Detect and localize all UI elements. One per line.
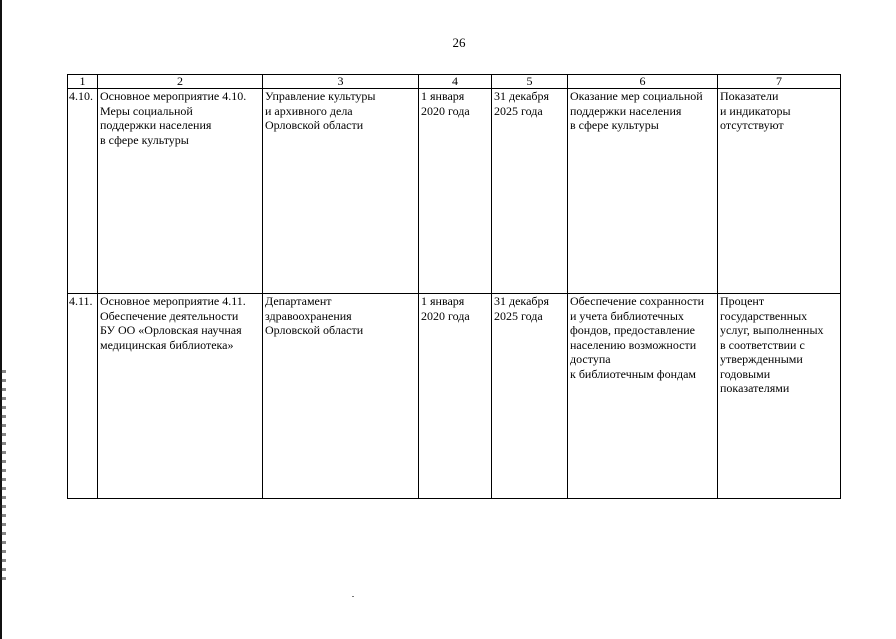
- page-number: 26: [452, 35, 466, 50]
- end-date-cell: [492, 89, 568, 294]
- result-line: Оказание мер социальной: [570, 89, 703, 103]
- column-number-cell: 7: [718, 75, 841, 89]
- measure-line: БУ ОО «Орловская научная: [100, 323, 242, 337]
- indicators-line: показателями: [720, 381, 790, 395]
- column-number-cell: 5: [492, 75, 568, 89]
- start-date-line: 2020 года: [421, 103, 470, 118]
- start-date-cell: [419, 89, 492, 294]
- indicators-line: услуг, выполненных: [720, 323, 824, 337]
- measure-line: Основное мероприятие 4.11.: [100, 294, 246, 308]
- result-cell: [568, 294, 718, 499]
- row-number-cell: 4.11.: [68, 294, 98, 499]
- column-number-cell: 1: [68, 75, 98, 89]
- end-date-line: 2025 года: [494, 308, 543, 323]
- measure-line: Основное мероприятие 4.10.: [100, 89, 247, 103]
- indicators-line: государственных: [720, 308, 808, 323]
- column-number-cell: 6: [568, 75, 718, 89]
- start-date-line: 1 января: [421, 89, 465, 103]
- measure-line: в сфере культуры: [100, 132, 189, 147]
- indicators-line: отсутствуют: [720, 118, 784, 132]
- indicators-cell: [718, 294, 841, 499]
- executor-line: Управление культуры: [265, 89, 376, 103]
- start-date-cell: [419, 294, 492, 499]
- column-number-cell: 3: [263, 75, 419, 89]
- executor-line: Департамент: [265, 294, 332, 308]
- indicators-line: утвержденными: [720, 352, 803, 366]
- scan-speck: [352, 596, 354, 597]
- indicators-line: Показатели: [720, 89, 779, 103]
- result-cell: [568, 89, 718, 294]
- end-date-cell: [492, 294, 568, 499]
- measure-line: Обеспечение деятельности: [100, 308, 239, 323]
- executor-line: Орловской области: [265, 118, 364, 132]
- end-date-line: 31 декабря: [494, 294, 550, 308]
- result-line: поддержки населения: [570, 103, 682, 118]
- table-row: [68, 294, 841, 499]
- result-line: населению возможности: [570, 337, 697, 352]
- measures-table: [67, 74, 841, 499]
- scan-margin-marks: [0, 370, 6, 580]
- executor-cell: [263, 294, 419, 499]
- indicators-line: и индикаторы: [720, 103, 791, 118]
- row-number-cell: 4.10.: [68, 89, 98, 294]
- table-row: [68, 89, 841, 294]
- result-line: и учета библиотечных: [570, 308, 684, 323]
- executor-cell: [263, 89, 419, 294]
- column-number-cell: 2: [98, 75, 263, 89]
- measure-line: поддержки населения: [100, 118, 212, 132]
- result-line: доступа: [570, 352, 611, 366]
- table-header-row: [68, 75, 841, 89]
- start-date-line: 2020 года: [421, 308, 470, 323]
- result-line: в сфере культуры: [570, 118, 659, 132]
- measure-cell: [98, 89, 263, 294]
- measure-cell: [98, 294, 263, 499]
- executor-line: здравоохранения: [265, 308, 352, 323]
- measure-line: медицинская библиотека»: [100, 337, 234, 352]
- indicators-line: годовыми: [720, 366, 771, 381]
- result-line: Обеспечение сохранности: [570, 294, 705, 308]
- end-date-line: 2025 года: [494, 103, 543, 118]
- result-line: к библиотечным фондам: [570, 366, 697, 381]
- indicators-line: Процент: [720, 294, 765, 308]
- measure-line: Меры социальной: [100, 103, 193, 118]
- indicators-cell: [718, 89, 841, 294]
- column-number-cell: 4: [419, 75, 492, 89]
- executor-line: Орловской области: [265, 323, 364, 337]
- executor-line: и архивного дела: [265, 103, 353, 118]
- indicators-line: в соответствии с: [720, 337, 805, 352]
- end-date-line: 31 декабря: [494, 89, 550, 103]
- result-line: фондов, предоставление: [570, 323, 695, 337]
- start-date-line: 1 января: [421, 294, 465, 308]
